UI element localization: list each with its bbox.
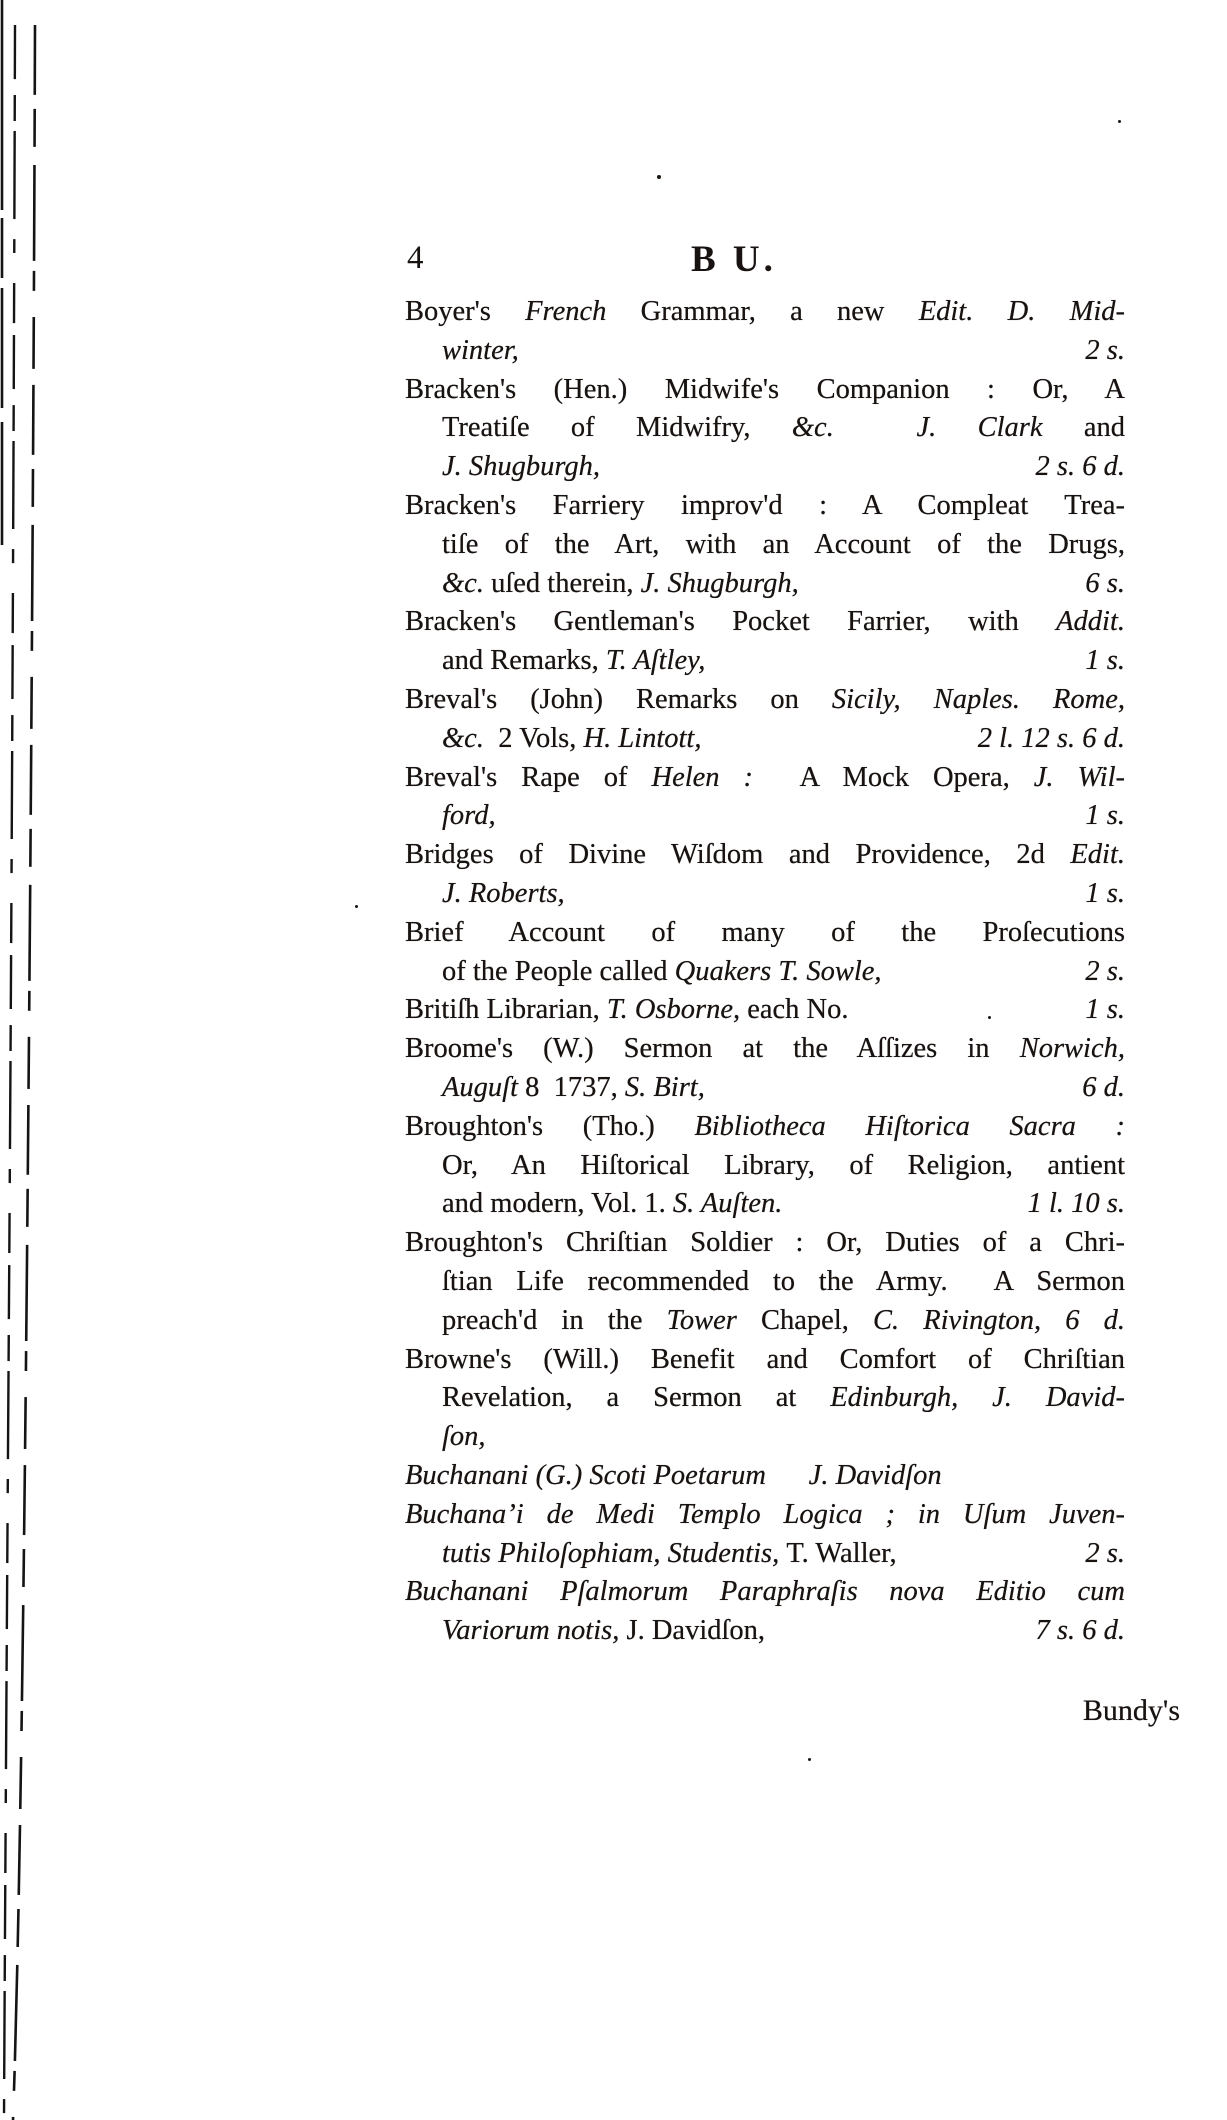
line-text [442, 1185, 782, 1224]
catalog-line [405, 1612, 1125, 1651]
line-text [442, 1302, 1125, 1341]
line-text [405, 1496, 1125, 1535]
catalog-line [405, 797, 1125, 836]
catalog-line [405, 953, 1125, 992]
price: 6 d. [1082, 1071, 1125, 1103]
scan-speck [808, 1758, 811, 1761]
roman-text: Treatiſe of Midwifry, [442, 412, 792, 444]
catalog-line [405, 1496, 1125, 1535]
catalog-line [405, 1418, 1125, 1457]
roman-text: Broughton's Chriſtian Soldier : Or, Duties of a Chri- [405, 1227, 1125, 1259]
roman-text: and Remarks, [442, 645, 606, 677]
line-text [405, 1030, 1125, 1069]
price: 6 s. [1085, 567, 1125, 599]
line-text [442, 332, 519, 371]
catchword: Bundy's [1082, 1694, 1180, 1727]
catalog-line [405, 681, 1125, 720]
italic-text: 6 d. [1065, 1304, 1126, 1336]
catalog-line [405, 1457, 1125, 1496]
italic-text: S. Birt, [624, 1071, 705, 1103]
catalog-line [405, 1147, 1125, 1186]
catalog-line [405, 526, 1125, 565]
italic-text: Addit. [1056, 606, 1125, 638]
price: 2 s. 6 d. [1035, 451, 1125, 483]
italic-text: S. Auſten. [672, 1188, 783, 1220]
line-text [442, 875, 565, 914]
catalog-line [405, 409, 1125, 448]
roman-text: Bracken's Farriery improv'd : A Compleat Trea- [405, 489, 1125, 521]
italic-text: &c. J. Clark [791, 412, 1084, 444]
roman-text: Bracken's Gentleman's Pocket Farrier, with [405, 606, 1057, 638]
line-text [405, 293, 1125, 332]
line-text [405, 1108, 1125, 1147]
line-text [405, 836, 1125, 875]
catalog-line [405, 914, 1125, 953]
roman-text: T. Waller, [786, 1537, 897, 1569]
line-text [442, 565, 799, 604]
roman-text: 2 Vols, [483, 722, 584, 754]
catalog-line [405, 875, 1125, 914]
price: 1 s. [1085, 800, 1125, 832]
italic-text: Buchanani (G.) Scoti Poetarum J. Davidſon [405, 1459, 942, 1491]
roman-text: Britiſh Librarian, [405, 994, 607, 1026]
price: 1 l. 10 s. [1027, 1188, 1125, 1220]
roman-text: Bracken's (Hen.) Midwife's Companion : Or, A [405, 373, 1125, 405]
italic-text: Buchanaʼi de Medi Templo Logica ; in Uſum Juven- [405, 1498, 1125, 1530]
line-text [405, 991, 849, 1030]
line-text [405, 1341, 1125, 1380]
catalog-line [405, 1069, 1125, 1108]
catalog-line [405, 293, 1125, 332]
roman-text: Breval's (John) Remarks on [405, 683, 832, 715]
catalog-line [405, 371, 1125, 410]
page-number: 4 [407, 240, 424, 276]
roman-text: A Mock Opera, [777, 761, 1034, 793]
italic-text: H. Lintott, [583, 722, 702, 754]
italic-text: T. Osborne, [606, 994, 748, 1026]
price: 2 s. [1085, 955, 1125, 987]
line-text [442, 1147, 1125, 1186]
roman-text: Breval's Rape of [405, 761, 652, 793]
italic-text: Edit. D. Mid- [918, 296, 1125, 327]
line-text [405, 914, 1125, 953]
catalog-line [405, 1341, 1125, 1380]
catalog-line [405, 487, 1125, 526]
catalog-line [405, 1108, 1125, 1147]
line-text [442, 1263, 1125, 1302]
italic-text: J. Shugburgh, [640, 567, 799, 599]
roman-text: and modern, Vol. 1. [442, 1188, 673, 1220]
catalog-line [405, 836, 1125, 875]
italic-text: Auguſt [442, 1071, 526, 1103]
roman-text: tiſe of the Art, with an Account of the Drugs, [442, 528, 1125, 560]
catalog-line [405, 1535, 1125, 1574]
catalog-line [405, 448, 1125, 487]
roman-text: each No. [747, 994, 849, 1026]
catalog-line [405, 1263, 1125, 1302]
italic-text: Norwich, [1019, 1033, 1125, 1065]
roman-text: Revelation, a Sermon at [442, 1382, 831, 1414]
scan-speck [1118, 120, 1121, 123]
roman-text: Boyer's [405, 296, 526, 327]
line-text [442, 1418, 486, 1457]
line-text [405, 371, 1125, 410]
line-text [442, 448, 600, 487]
scan-speck [657, 175, 661, 179]
roman-text: Grammar, a new [640, 296, 919, 327]
italic-text: Sicily, Naples. Rome, [831, 683, 1125, 715]
italic-text: Quakers T. Sowle, [674, 955, 882, 987]
line-text [442, 642, 705, 681]
catalog-line [405, 720, 1125, 759]
catalog-line [405, 1573, 1125, 1612]
price: 2 s. [1085, 1537, 1125, 1569]
line-text [405, 1457, 942, 1496]
line-text [405, 681, 1125, 720]
italic-text: tutis Philoſophiam, Studentis, [442, 1537, 787, 1569]
line-text [442, 409, 1125, 448]
line-text [405, 1224, 1125, 1263]
italic-text: Buchanani Pſalmorum Paraphraſis nova Editio cum [405, 1576, 1125, 1608]
italic-text: winter, [442, 334, 519, 366]
catalog-line [405, 1302, 1125, 1341]
page-header [405, 238, 1125, 288]
italic-text: T. Aſtley, [605, 645, 706, 677]
italic-text: Tower [666, 1304, 762, 1336]
italic-text: Variorum notis, [442, 1615, 627, 1647]
price: 2 l. 12 s. 6 d. [977, 722, 1125, 754]
roman-text: of the People called [442, 955, 675, 987]
line-text [442, 720, 701, 759]
price: 1 s. [1085, 645, 1125, 677]
roman-text: Or, An Hiſtorical Library, of Religion, antient [442, 1149, 1125, 1181]
line-text [405, 487, 1125, 526]
line-text [405, 1573, 1125, 1612]
text-block [405, 293, 1125, 1651]
italic-text: Edit. [1070, 839, 1125, 871]
price: 7 s. 6 d. [1035, 1615, 1125, 1647]
roman-text: preach'd in the [442, 1304, 667, 1336]
italic-text: Bibliotheca Hiſtorica Sacra : [694, 1110, 1125, 1142]
roman-text: uſed therein, [491, 567, 641, 599]
line-text [442, 526, 1125, 565]
price: 2 s. [1085, 334, 1125, 366]
line-text [442, 797, 496, 836]
running-title: B U. [691, 239, 777, 280]
italic-text: ford, [442, 800, 496, 832]
binding-edge-lines [0, 0, 60, 2120]
italic-text: Helen : [651, 761, 778, 793]
price: 1 s. [1085, 877, 1125, 909]
roman-text: ſtian Life recommended to the Army. A Sermon [442, 1265, 1125, 1297]
roman-text: J. Davidſon, [626, 1615, 766, 1647]
roman-text: Broome's (W.) Sermon at the Aſſizes in [405, 1033, 1020, 1065]
italic-text: ſon, [442, 1421, 486, 1453]
italic-text: French [525, 296, 641, 327]
catalog-line [405, 759, 1125, 798]
line-text [442, 1612, 765, 1651]
catalog-line [405, 1185, 1125, 1224]
line-text [442, 1379, 1125, 1418]
catalog-line [405, 332, 1125, 371]
italic-text: J. Shugburgh, [442, 451, 601, 483]
roman-text: Browne's (Will.) Benefit and Comfort of Chriſtian [405, 1343, 1125, 1375]
line-text [442, 1069, 705, 1108]
scan-speck [355, 905, 358, 908]
roman-text: Chapel, [761, 1304, 873, 1336]
roman-text: Brief Account of many of the Proſecutions [405, 916, 1125, 948]
italic-text: &c. [442, 722, 484, 754]
roman-text: Broughton's (Tho.) [405, 1110, 695, 1142]
italic-text: J. Wil- [1033, 761, 1125, 793]
italic-text: &c. [442, 567, 492, 599]
roman-text: 8 1737, [525, 1071, 625, 1103]
italic-text: J. Roberts, [442, 877, 565, 909]
italic-text: Edinburgh, J. David- [830, 1382, 1125, 1414]
catalog-line [405, 1224, 1125, 1263]
roman-text: Bridges of Divine Wiſdom and Providence, 2d [405, 839, 1071, 871]
roman-text: and [1083, 412, 1126, 444]
catalog-line [405, 991, 1125, 1030]
line-text [405, 759, 1125, 798]
catalog-line [405, 1030, 1125, 1069]
line-text [442, 1535, 897, 1574]
italic-text: C. Rivington, [872, 1304, 1066, 1336]
line-text [442, 953, 882, 992]
price: 1 s. [1085, 994, 1125, 1026]
line-text [405, 603, 1125, 642]
catalog-line [405, 565, 1125, 604]
catalog-line [405, 642, 1125, 681]
catalog-line [405, 603, 1125, 642]
catalog-line [405, 1379, 1125, 1418]
